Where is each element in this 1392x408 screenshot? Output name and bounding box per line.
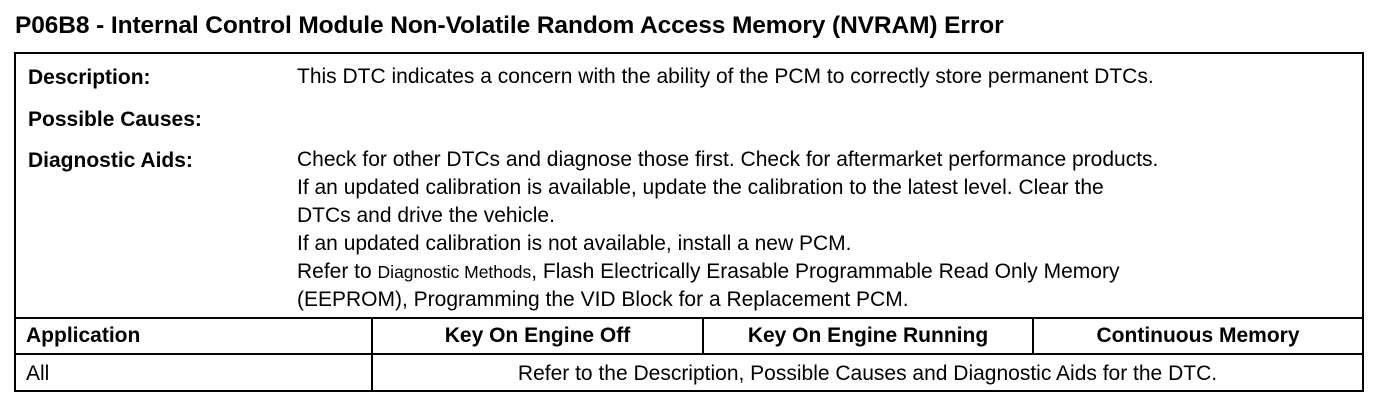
- diagnostic-aids-line: DTCs and drive the vehicle.: [297, 204, 555, 227]
- cell-merged-note: Refer to the Description, Possible Causes and Diagnostic Aids for the DTC.: [517, 362, 1218, 385]
- refer-prefix: Refer to: [297, 260, 378, 283]
- diagnostic-aids-line: (EEPROM), Programming the VID Block for a Replacement PCM.: [297, 288, 909, 311]
- diagnostic-aids-line: Check for other DTCs and diagnose those first. Check for aftermarket performance products.: [297, 148, 1159, 171]
- cell-application: All: [26, 362, 50, 385]
- description-text: [297, 63, 1154, 91]
- header-application: Application: [26, 324, 141, 347]
- diagnostic-aids-refer-line: [297, 258, 1158, 286]
- refer-suffix: , Flash Electrically Erasable Programmable Read Only Memory: [531, 260, 1120, 283]
- description-label: Description:: [28, 66, 151, 89]
- diagnostic-methods-link[interactable]: Diagnostic Methods: [377, 262, 532, 282]
- possible-causes-label: Possible Causes:: [28, 108, 202, 131]
- header-key-on-engine-running: Key On Engine Running: [747, 324, 989, 347]
- diagnostic-aids-text: [297, 146, 1158, 314]
- diagnostic-aids-label: Diagnostic Aids:: [28, 149, 193, 172]
- diagnostic-aids-line: If an updated calibration is not available, install a new PCM.: [297, 232, 852, 255]
- dtc-info-table: [14, 52, 1364, 392]
- diagnostic-aids-line: If an updated calibration is available, update the calibration to the latest level. Clear the: [297, 176, 1104, 199]
- header-key-on-engine-off: Key On Engine Off: [444, 324, 631, 347]
- header-continuous-memory: Continuous Memory: [1096, 324, 1300, 347]
- description-line: This DTC indicates a concern with the ability of the PCM to correctly store permanent DTCs.: [297, 65, 1154, 88]
- table-divider: [16, 353, 1362, 355]
- table-divider: [16, 317, 1362, 319]
- page-title: P06B8 - Internal Control Module Non-Volatile Random Access Memory (NVRAM) Error: [15, 12, 1004, 39]
